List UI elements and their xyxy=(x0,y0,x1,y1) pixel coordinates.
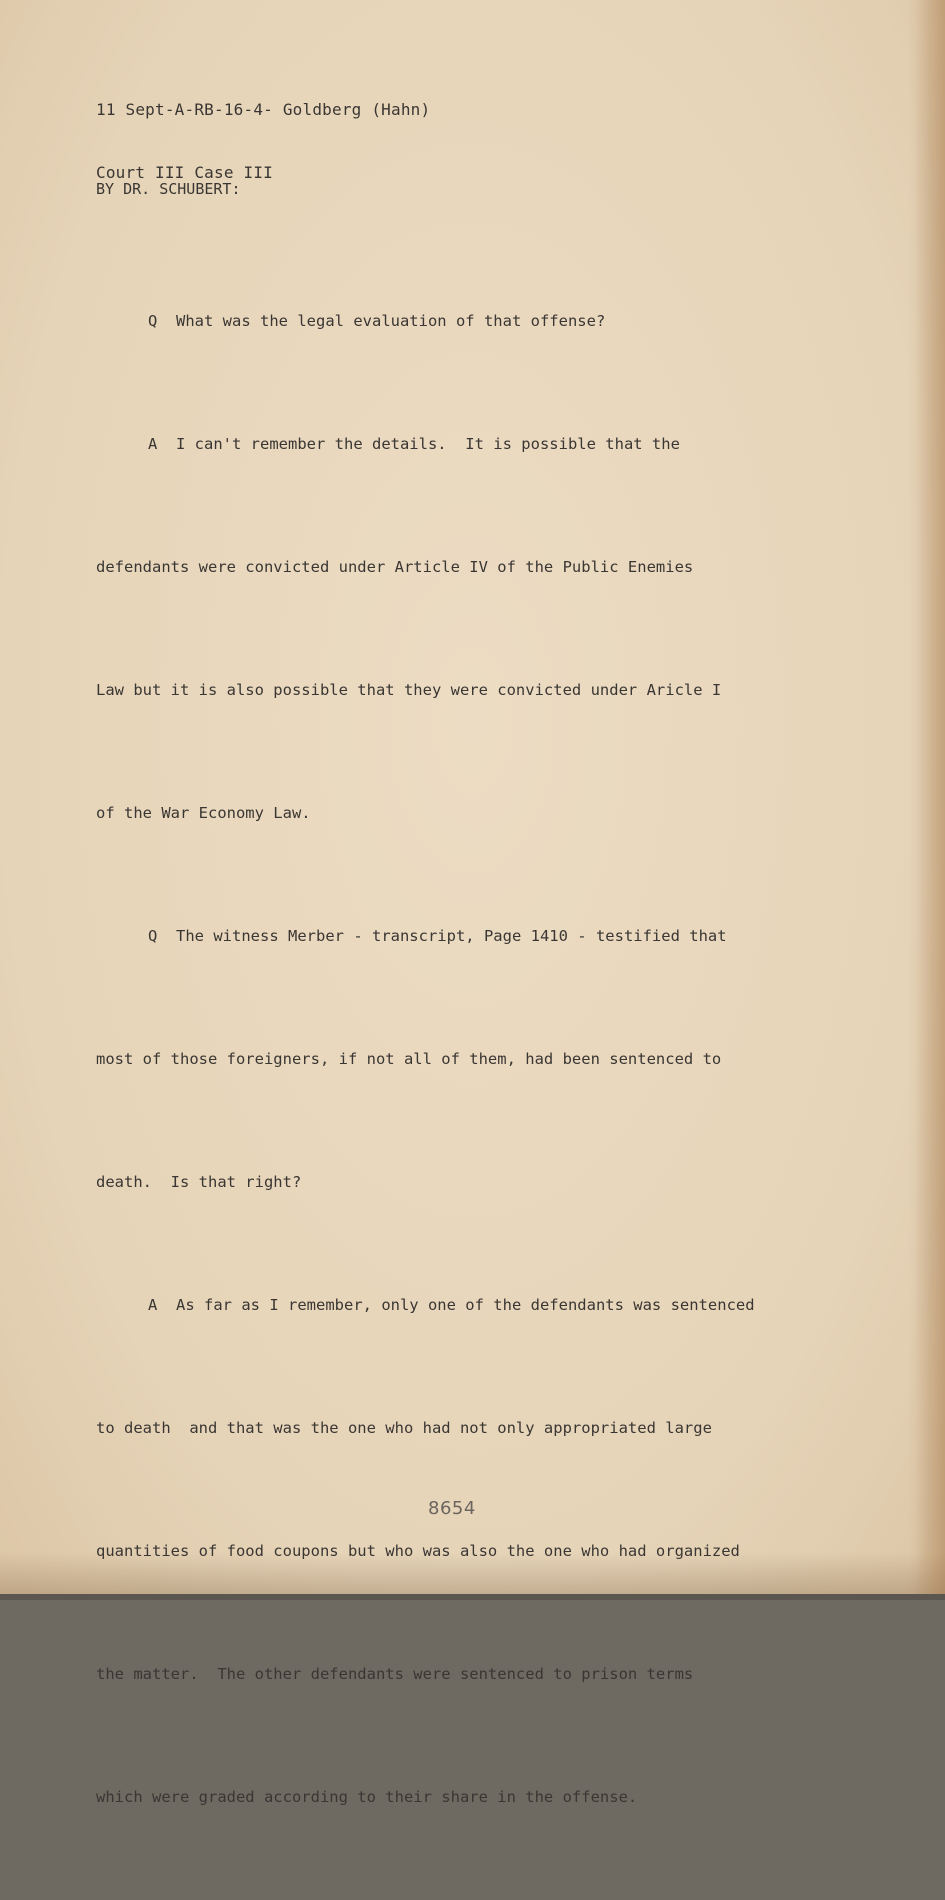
transcript-line xyxy=(96,1408,816,1449)
transcript-line xyxy=(96,547,816,588)
line-text: Law but it is also possible that they were convicted under Aricle I xyxy=(96,681,722,699)
line-prefix: Q xyxy=(148,927,158,945)
line-text: As far as I remember, only one of the defendants was sentenced xyxy=(176,1296,755,1314)
line-text: death. Is that right? xyxy=(96,1173,302,1191)
line-prefix: A xyxy=(148,1296,158,1314)
header-line-2: Court III Case III xyxy=(96,163,273,182)
transcript-line xyxy=(96,670,816,711)
document-header xyxy=(96,57,430,225)
transcript-body xyxy=(96,219,816,1900)
examiner-heading: BY DR. SCHUBERT: xyxy=(96,180,241,198)
transcript-line xyxy=(96,1531,816,1572)
line-text: defendants were convicted under Article IV of the Public Enemies xyxy=(96,558,694,576)
transcript-line xyxy=(96,424,816,465)
paper-edge-stain xyxy=(915,0,945,1600)
line-prefix: A xyxy=(148,435,158,453)
line-text: of the War Economy Law. xyxy=(96,804,311,822)
line-text: which were graded according to their share in the offense. xyxy=(96,1788,638,1806)
transcript-line xyxy=(96,1039,816,1080)
transcript-line xyxy=(96,301,816,342)
transcript-line xyxy=(96,1654,816,1695)
line-text: to death and that was the one who had not only appropriated large xyxy=(96,1419,712,1437)
transcript-line xyxy=(96,916,816,957)
line-text: I can't remember the details. It is possible that the xyxy=(176,435,680,453)
transcript-line xyxy=(96,1162,816,1203)
transcript-line xyxy=(96,1777,816,1818)
line-text: the matter. The other defendants were sentenced to prison terms xyxy=(96,1665,694,1683)
transcript-line xyxy=(96,1285,816,1326)
transcript-line xyxy=(96,793,816,834)
line-text: The witness Merber - transcript, Page 1410 - testified that xyxy=(176,927,727,945)
line-text: quantities of food coupons but who was also the one who had organized xyxy=(96,1542,740,1560)
header-line-1: 11 Sept-A-RB-16-4- Goldberg (Hahn) xyxy=(96,100,431,119)
line-prefix: Q xyxy=(148,312,158,330)
scan-border xyxy=(0,1594,945,1600)
page-number: 8654 xyxy=(428,1498,476,1519)
line-text: What was the legal evaluation of that offense? xyxy=(176,312,606,330)
line-text: most of those foreigners, if not all of them, had been sentenced to xyxy=(96,1050,722,1068)
